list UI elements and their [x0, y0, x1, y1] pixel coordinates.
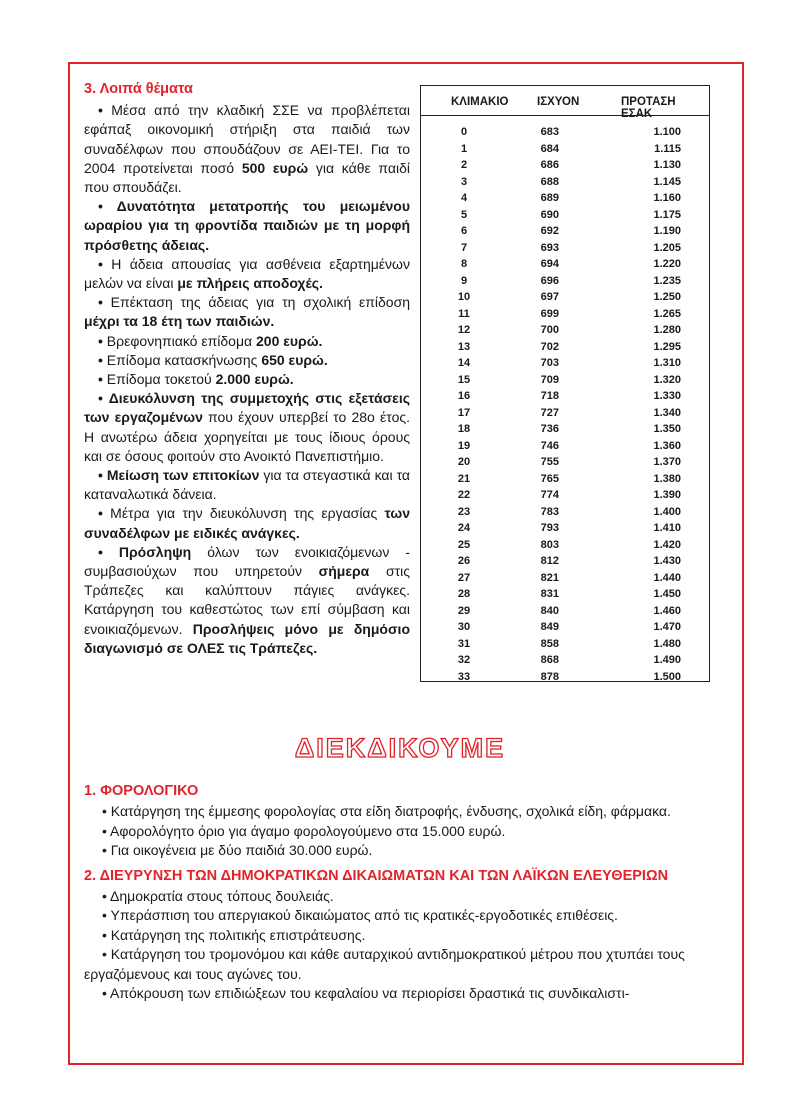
text-run: Η άδεια απουσίας για ασθένεια εξαρτημένων μελών να είναι [84, 255, 410, 292]
cell-step: 21 [457, 472, 471, 485]
cell-step: 27 [457, 571, 471, 584]
cell-current: 727 [540, 406, 559, 419]
cell-current: 793 [540, 522, 559, 534]
rights-item: • Κατάργηση του τρομονόμου και κάθε αυταρχικού αντιδημοκρατικού μέτρου που χτυπάει τους εργαζόμενους και τους αγώνες του. [84, 946, 685, 982]
cell-current: 696 [540, 274, 559, 287]
cell-proposal: 1.440 [653, 571, 681, 584]
text-run: • Μείωση των επιτοκίων [98, 467, 260, 484]
tax-item: • Αφορολόγητο όριο για άγαμο φορολογούμενο στα 15.000 ευρώ. [102, 822, 506, 839]
cell-current: 774 [540, 489, 559, 501]
table-row [421, 422, 709, 439]
text-run: • [98, 505, 111, 522]
paragraph [84, 351, 410, 370]
cell-step: 23 [457, 505, 471, 518]
paragraph [84, 543, 410, 658]
text-run: Βρεφονηπιακό επίδομα [106, 332, 256, 349]
cell-proposal: 1.400 [653, 505, 681, 518]
cell-step: 3 [460, 175, 468, 188]
text-run: • [98, 294, 111, 311]
cell-current: 746 [540, 439, 559, 452]
text-run: όλων των ενοικιαζόμενων - συμβασιούχων που υπηρετούν [84, 543, 410, 580]
table-row [421, 323, 709, 340]
cell-current: 683 [540, 126, 559, 138]
cell-proposal: 1.115 [654, 142, 681, 155]
rights-item: • Δημοκρατία στους τόπους δουλειάς. [102, 888, 334, 905]
text-run: μέχρι τα 18 έτη των παιδιών. [84, 313, 275, 330]
cell-current: 736 [540, 423, 559, 435]
cell-step: 22 [457, 489, 471, 501]
rights-list [84, 887, 724, 1003]
cell-step: 9 [460, 274, 468, 287]
cell-current: 840 [540, 604, 559, 617]
cell-current: 693 [540, 241, 559, 254]
cell-current: 690 [540, 208, 559, 221]
claims-section [84, 782, 724, 1003]
cell-current: 755 [540, 456, 559, 468]
cell-proposal: 1.460 [653, 604, 681, 617]
table-row [421, 373, 709, 390]
cell-current: 697 [540, 291, 559, 303]
text-run: για τα στεγαστικά και τα καταναλωτικά δάνεια. [84, 467, 410, 503]
table-row [421, 620, 709, 637]
text-run: • Διευκόλυνση της συμμετοχής στις εξετάσεις των εργαζομένων [84, 390, 410, 426]
cell-step: 26 [457, 555, 471, 567]
cell-proposal: 1.360 [653, 439, 681, 452]
table-row [421, 538, 709, 555]
table-row [421, 191, 709, 208]
cell-step: 5 [460, 208, 468, 221]
cell-step: 12 [457, 324, 471, 336]
cell-current: 702 [540, 340, 559, 353]
cell-current: 688 [540, 175, 559, 188]
cell-current: 803 [540, 538, 559, 551]
cell-proposal: 1.350 [653, 423, 681, 435]
table-row [421, 389, 709, 406]
cell-proposal: 1.500 [653, 670, 681, 683]
cell-current: 709 [540, 373, 559, 386]
cell-step: 15 [457, 373, 471, 386]
cell-step: 28 [457, 588, 471, 600]
cell-proposal: 1.380 [653, 472, 681, 485]
cell-current: 694 [540, 258, 559, 270]
text-run: Επίδομα τοκετού [106, 371, 216, 388]
tax-item: • Κατάργηση της έμμεσης φορολογίας στα είδη διατροφής, ένδυσης, σχολικά είδη, φάρμακα. [102, 803, 671, 820]
cell-current: 718 [540, 390, 559, 402]
cell-step: 17 [457, 406, 471, 419]
table-row [421, 488, 709, 505]
table-row [421, 125, 709, 142]
text-run: των συναδέλφων με ειδικές ανάγκες. [84, 505, 410, 541]
cell-current: 821 [540, 571, 559, 584]
cell-step: 6 [460, 225, 468, 237]
cell-proposal: 1.160 [653, 192, 681, 204]
paragraph [84, 197, 410, 255]
cell-current: 849 [540, 621, 559, 633]
cell-proposal: 1.295 [653, 340, 681, 353]
cell-step: 1 [460, 142, 468, 155]
cell-proposal: 1.145 [653, 175, 681, 188]
table-header [421, 86, 709, 120]
table-row [421, 439, 709, 456]
paragraph [84, 466, 410, 504]
cell-step: 2 [460, 159, 468, 171]
table-row [421, 175, 709, 192]
cell-proposal: 1.430 [653, 555, 681, 567]
cell-current: 692 [540, 225, 559, 237]
text-run: • Πρόσληψη [98, 543, 192, 560]
cell-proposal: 1.100 [653, 126, 681, 138]
cell-step: 25 [457, 538, 471, 551]
table-row [421, 604, 709, 621]
cell-step: 7 [460, 241, 468, 254]
salary-scale-table [420, 85, 710, 682]
cell-proposal: 1.470 [653, 621, 681, 633]
cell-proposal: 1.340 [653, 406, 681, 419]
cell-step: 18 [457, 423, 471, 435]
cell-proposal: 1.250 [653, 291, 681, 303]
text-run: 200 ευρώ. [256, 332, 323, 349]
cell-current: 689 [540, 192, 559, 204]
cell-proposal: 1.130 [653, 159, 681, 171]
cell-proposal: 1.390 [653, 489, 681, 501]
cell-step: 30 [457, 621, 471, 633]
cell-current: 686 [540, 159, 559, 171]
cell-current: 700 [540, 324, 559, 336]
cell-step: 24 [457, 522, 471, 534]
cell-proposal: 1.280 [653, 324, 681, 336]
cell-step: 11 [458, 307, 470, 320]
table-row [421, 208, 709, 225]
paragraph [84, 255, 410, 293]
rights-item: • Απόκρουση των επιδιώξεων του κεφαλαίου να περιορίσει δραστικά τις συνδικαλιστι- [102, 985, 630, 1002]
table-row [421, 307, 709, 324]
section-other-issues [84, 80, 410, 658]
cell-current: 878 [540, 670, 559, 683]
cell-step: 31 [457, 637, 471, 650]
text-run: 500 ευρώ [241, 159, 309, 176]
text-run: • [98, 102, 112, 119]
cell-current: 868 [540, 654, 559, 666]
table-row [421, 571, 709, 588]
tax-list [84, 802, 724, 860]
table-row [421, 455, 709, 472]
section-title-tax: 1. ΦΟΡΟΛΟΓΙΚΟ [84, 783, 199, 799]
cell-step: 13 [457, 340, 471, 353]
cell-current: 684 [540, 142, 559, 155]
cell-current: 699 [540, 307, 559, 320]
cell-step: 32 [457, 654, 471, 666]
paragraph [84, 332, 410, 351]
text-run: • Δυνατότητα μετατροπής του μειωμένου ωραρίου για τη φροντίδα παιδιών με τη μορφή πρόσθετης άδειας. [84, 198, 410, 253]
cell-proposal: 1.310 [653, 357, 681, 369]
cell-current: 703 [540, 357, 559, 369]
table-body [421, 125, 709, 686]
table-row [421, 257, 709, 274]
text-run: που έχουν υπερβεί το 28ο έτος. Η ανωτέρω άδεια χορηγείται με τους ίδιους όρους και σε όσους φοιτούν στο Ανοικτό Πανεπιστήμιο. [84, 409, 410, 464]
cell-current: 783 [540, 505, 559, 518]
cell-proposal: 1.480 [653, 637, 681, 650]
cell-proposal: 1.420 [653, 538, 681, 551]
cell-proposal: 1.235 [653, 274, 681, 287]
cell-proposal: 1.205 [653, 241, 681, 254]
column-header-proposal: ΠΡΟΤΑΣΗ ΕΣΑΚ [621, 96, 676, 120]
table-row [421, 158, 709, 175]
claims-heading: ΔΙΕΚΔΙΚΟΥΜΕ [294, 733, 506, 763]
table-row [421, 521, 709, 538]
paragraph [84, 370, 410, 389]
paragraph [84, 504, 410, 542]
cell-current: 765 [540, 472, 559, 485]
cell-step: 19 [457, 439, 471, 452]
table-row [421, 340, 709, 357]
rights-item: • Υπεράσπιση του απεργιακού δικαιώματος από τις κρατικές-εργοδοτικές επιθέσεις. [102, 907, 618, 924]
table-row [421, 224, 709, 241]
paragraph-list [84, 101, 410, 658]
table-row [421, 290, 709, 307]
text-run: Μέτρα για την διευκόλυνση της εργασίας [110, 505, 385, 522]
cell-proposal: 1.450 [653, 588, 681, 600]
cell-step: 0 [460, 126, 468, 138]
paragraph [84, 389, 410, 466]
tax-item: • Για οικογένεια με δύο παιδιά 30.000 ευρώ. [102, 842, 373, 859]
paragraph [84, 101, 410, 197]
cell-proposal: 1.175 [653, 208, 681, 221]
cell-step: 14 [457, 357, 471, 369]
cell-step: 10 [457, 291, 471, 303]
table-row [421, 670, 709, 687]
table-row [421, 587, 709, 604]
text-run: Προσλήψεις μόνο με δημόσιο διαγωνισμό σε ΟΛΕΣ τις Τράπεζες. [84, 620, 410, 656]
text-run: Επίδομα κατασκήνωσης [106, 351, 262, 368]
cell-step: 16 [457, 390, 471, 402]
cell-current: 812 [540, 555, 559, 567]
table-row [421, 472, 709, 489]
text-run: • [98, 332, 107, 349]
column-header-step: ΚΛΙΜΑΚΙΟ [451, 96, 509, 108]
cell-step: 8 [460, 258, 468, 270]
text-run: σήμερα [318, 563, 370, 580]
section-title: 3. Λοιπά θέματα [84, 81, 193, 97]
table-row [421, 637, 709, 654]
cell-current: 858 [540, 637, 559, 650]
text-run: Μέσα από την κλαδική ΣΣΕ να προβλέπεται εφάπαξ οικονομική στήριξη στα παιδιά των συναδέλφων που σπουδάζουν σε ΑΕΙ-ΤΕΙ. Για το 2004 προτείνεται ποσό [84, 102, 410, 176]
paragraph [84, 293, 410, 331]
column-header-current: ΙΣΧΥΟΝ [537, 96, 580, 108]
cell-step: 33 [457, 670, 471, 683]
text-run: Επέκταση της άδειας για τη σχολική επίδοση [110, 294, 411, 311]
cell-current: 831 [540, 588, 559, 600]
cell-proposal: 1.220 [653, 258, 681, 270]
cell-step: 29 [457, 604, 471, 617]
cell-proposal: 1.370 [653, 456, 681, 468]
rights-item: • Κατάργηση της πολιτικής επιστράτευσης. [102, 926, 366, 943]
table-row [421, 142, 709, 159]
table-row [421, 356, 709, 373]
cell-proposal: 1.190 [653, 225, 681, 237]
table-row [421, 406, 709, 423]
text-run: για κάθε παιδί που σπουδάζει. [84, 159, 410, 196]
cell-proposal: 1.265 [653, 307, 681, 320]
text-run: • [98, 371, 107, 388]
text-run: με πλήρεις αποδοχές. [177, 275, 323, 292]
section-title-rights: 2. ΔΙΕΥΡΥΝΣΗ ΤΩΝ ΔΗΜΟΚΡΑΤΙΚΩΝ ΔΙΚΑΙΩΜΑΤΩΝ ΚΑΙ ΤΩΝ ΛΑΪΚΩΝ ΕΛΕΥΘΕΡΙΩΝ [84, 867, 669, 884]
cell-proposal: 1.320 [653, 373, 681, 386]
table-row [421, 505, 709, 522]
table-row [421, 653, 709, 670]
table-row [421, 554, 709, 571]
text-run: • [98, 255, 112, 272]
text-run: 2.000 ευρώ. [215, 371, 294, 388]
text-run: • [98, 351, 107, 368]
table-row [421, 241, 709, 258]
table-row [421, 274, 709, 291]
cell-proposal: 1.490 [653, 654, 681, 666]
cell-step: 4 [460, 192, 468, 204]
text-run: 650 ευρώ. [261, 351, 328, 368]
cell-step: 20 [457, 456, 471, 468]
cell-proposal: 1.410 [653, 522, 681, 534]
text-run: στις Τράπεζες και καλύπτουν πάγιες ανάγκες. Κατάργηση του καθεστώτος των επί σύμβαση και ενοικιαζόμενων. [84, 563, 410, 637]
cell-proposal: 1.330 [653, 390, 681, 402]
